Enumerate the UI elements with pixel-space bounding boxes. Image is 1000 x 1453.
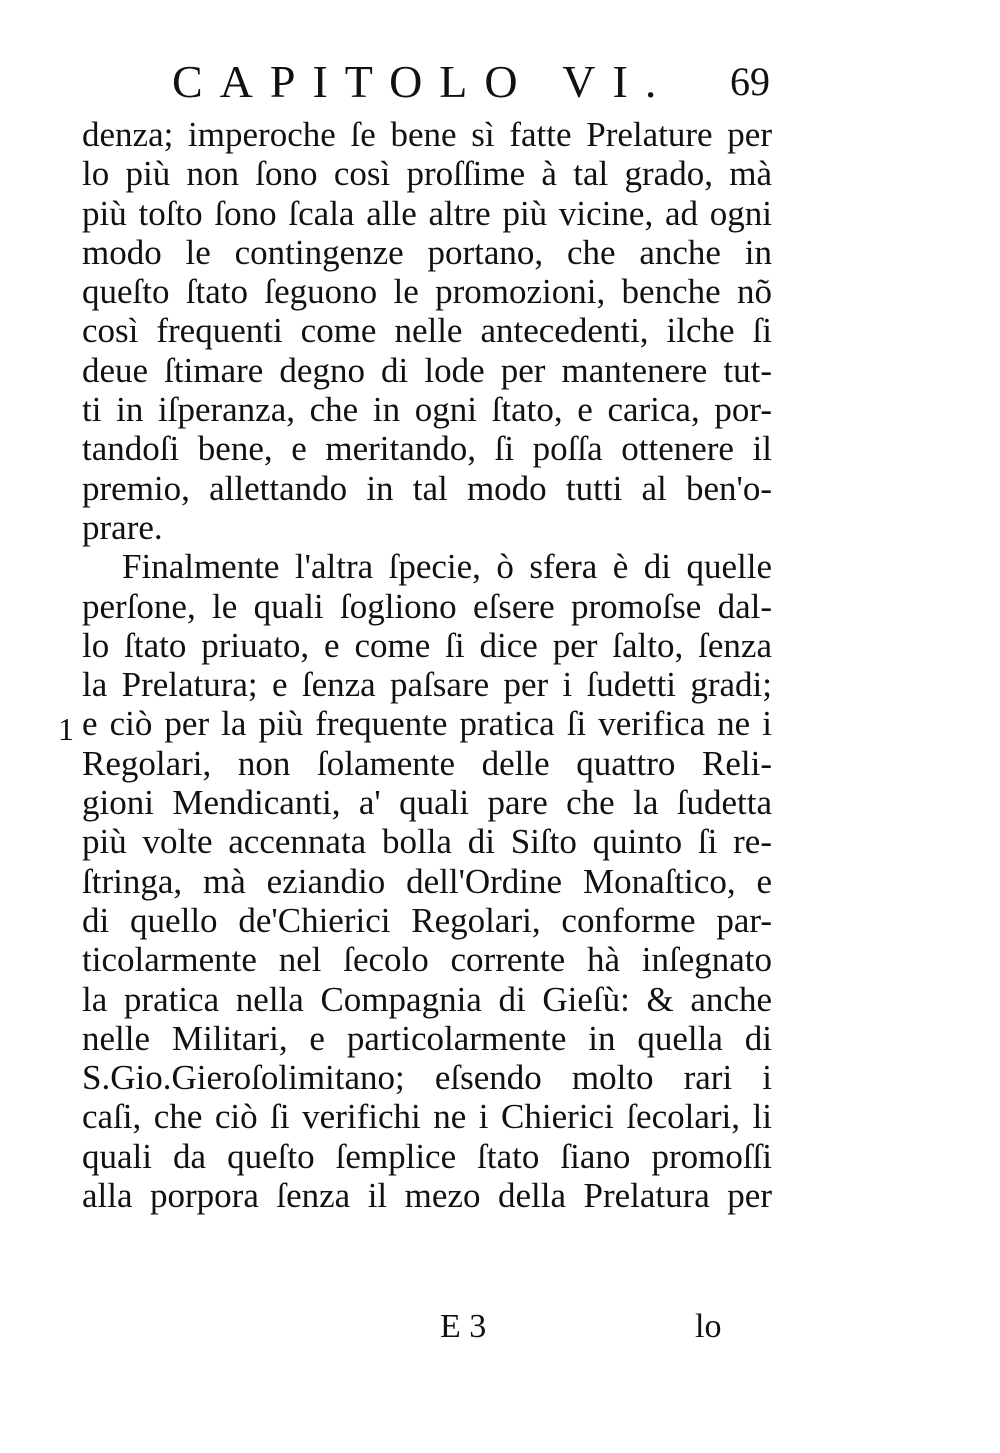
- text-line: premio, allettando in tal modo tutti al ben'o-: [82, 468, 772, 508]
- text-line: più toſto ſono ſcala alle altre più vicine, ad ogni: [82, 193, 772, 233]
- text-line: gioni Mendicanti, a' quali pare che la ſudetta: [82, 783, 772, 823]
- body-text: [82, 115, 772, 1215]
- text-line: Finalmente l'altra ſpecie, ò sfera è di quelle: [122, 547, 772, 587]
- text-line: ticolarmente nel ſecolo corrente hà inſegnato: [82, 940, 772, 980]
- text-line: prare.: [82, 507, 163, 547]
- text-line: queſto ſtato ſeguono le promozioni, benche nõ: [82, 272, 772, 312]
- text-line: tandoſi bene, e meritando, ſi poſſa ottenere il: [82, 429, 772, 469]
- text-line: quali da queſto ſemplice ſtato ſiano promoſſi: [82, 1136, 772, 1176]
- text-line: modo le contingenze portano, che anche in: [82, 232, 772, 272]
- chapter-title: CAPITOLO VI.: [172, 56, 674, 107]
- text-line: perſone, le quali ſogliono eſsere promoſse dal-: [82, 586, 772, 626]
- text-line: la pratica nella Compagnia di Gieſù: & anche: [82, 979, 772, 1019]
- catchword: lo: [695, 1308, 722, 1345]
- signature-mark: E 3: [440, 1308, 487, 1345]
- text-line: caſi, che ciò ſi verifichi ne i Chierici ſecolari, li: [82, 1097, 772, 1137]
- text-line: più volte accennata bolla di Siſto quinto ſi re-: [82, 822, 772, 862]
- text-line: così frequenti come nelle antecedenti, ilche ſi: [82, 311, 772, 351]
- text-line: alla porpora ſenza il mezo della Prelatura per: [82, 1176, 772, 1216]
- text-line: nelle Militari, e particolarmente in quella di: [82, 1018, 772, 1058]
- text-line: deue ſtimare degno di lode per mantenere tut-: [82, 350, 772, 390]
- text-line: di quello de'Chierici Regolari, conforme par-: [82, 900, 772, 940]
- text-line: denza; imperoche ſe bene sì fatte Prelature per: [82, 115, 772, 154]
- page-number: 69: [730, 59, 770, 104]
- text-line: e ciò per la più frequente pratica ſi verifica ne i: [82, 704, 772, 744]
- running-head: [160, 52, 780, 112]
- text-line: lo ſtato priuato, e come ſi dice per ſalto, ſenza: [82, 625, 772, 665]
- text-line: ſtringa, mà eziandio dell'Ordine Monaſtico, e: [82, 861, 772, 901]
- text-line: S.Gio.Gieroſolimitano; eſsendo molto rari i: [82, 1058, 772, 1098]
- text-line: la Prelatura; e ſenza paſsare per i ſudetti gradi;: [82, 665, 772, 705]
- text-line: Regolari, non ſolamente delle quattro Reli-: [82, 743, 772, 783]
- text-line: ti in iſperanza, che in ogni ſtato, e carica, por-: [82, 390, 772, 430]
- text-line: lo più non ſono così proſſime à tal grado, mà: [82, 154, 772, 194]
- margin-note: 1: [58, 711, 74, 747]
